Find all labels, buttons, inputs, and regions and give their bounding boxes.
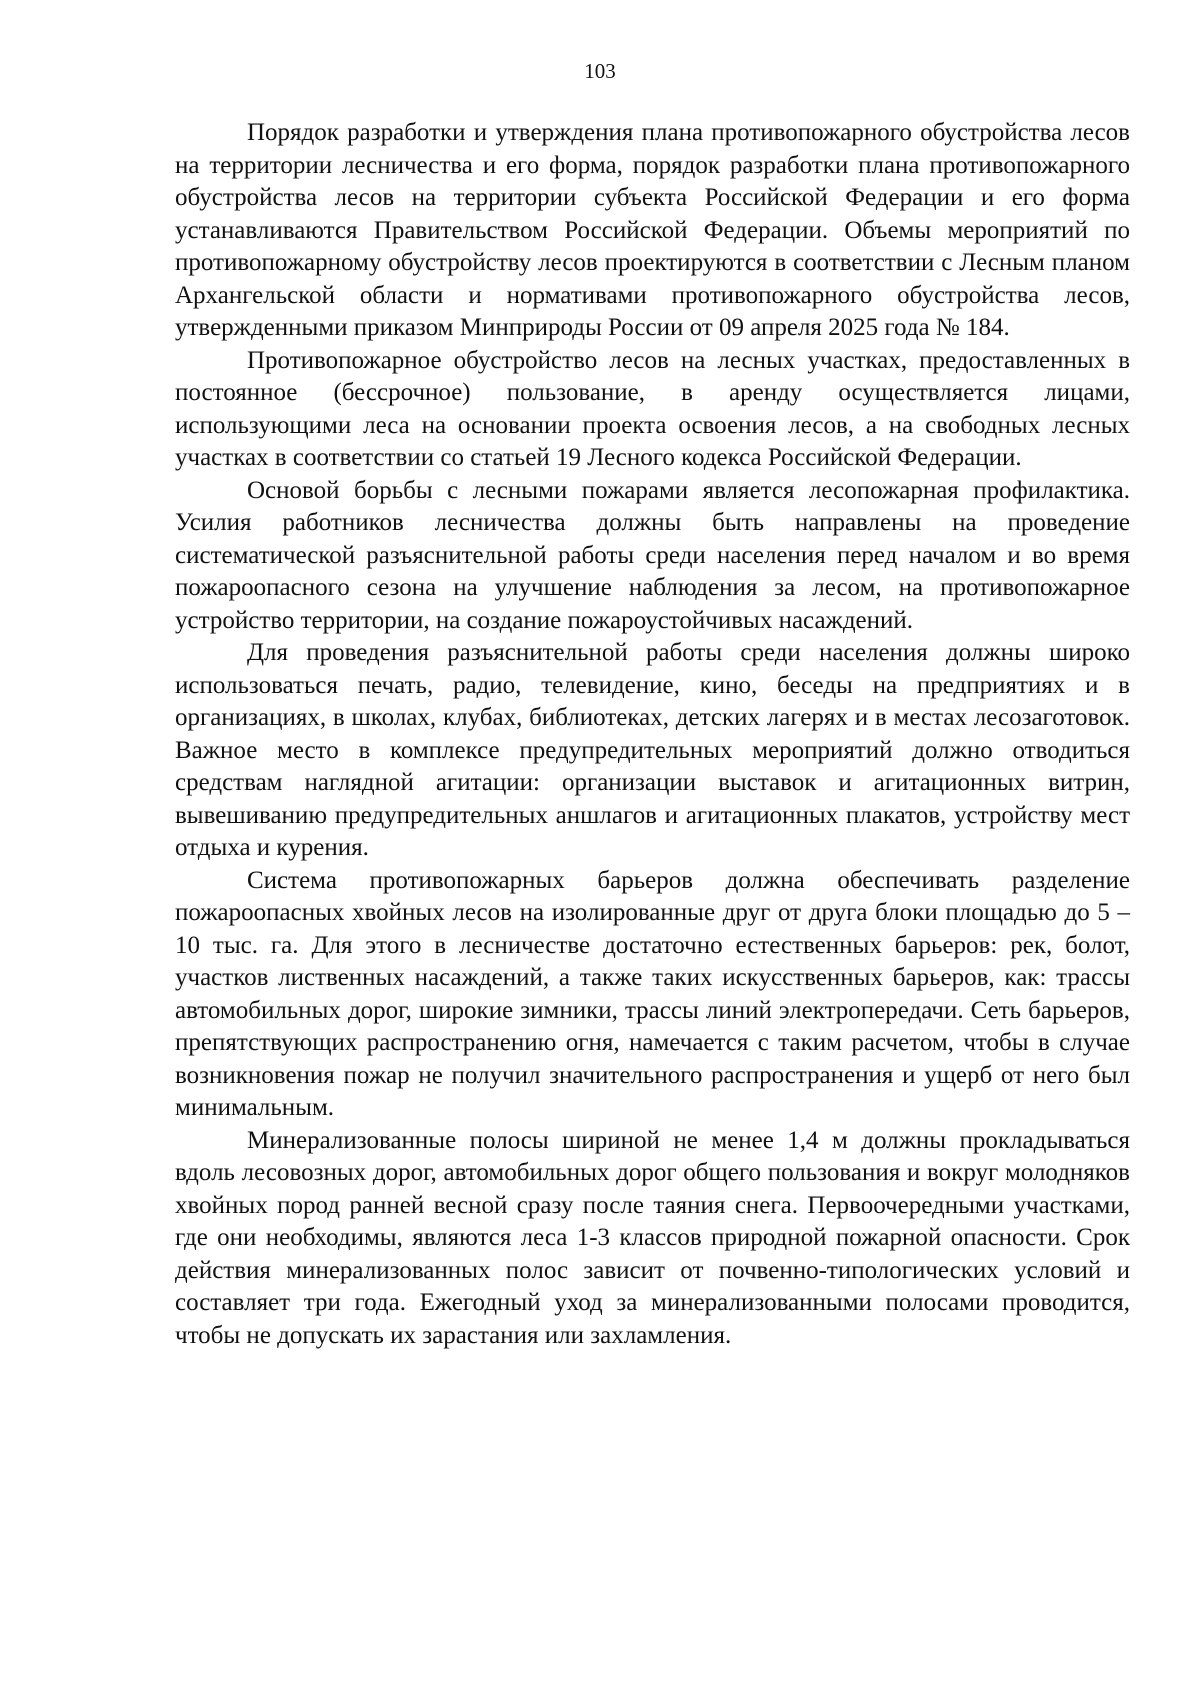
page-number: 103: [584, 59, 616, 83]
document-body: [175, 117, 1130, 1352]
paragraph-fire-prevention: Основой борьбы с лесными пожарами является лесопожарная профилактика. Усилия работников лесничества должны быть направлены на проведение систематической разъяснительной работы среди населения перед началом и во время пожароопасного сезона на улучшение наблюдения за лесом, на противопожарное устройство территории, на создание пожароустойчивых насаждений.: [175, 476, 1130, 634]
paragraph-mineralized-strips: Минерализованные полосы шириной не менее 1,4 м должны прокладываться вдоль лесовозных дорог, автомобильных дорог общего пользования и вокруг молодняков хвойных пород ранней весной сразу после таяния снега. Первоочередными участками, где они необходимы, являются леса 1-3 классов природной пожарной опасности. Срок действия минерализованных полос зависит от почвенно-типологических условий и составляет три года. Ежегодный уход за минерализованными полосами проводится, чтобы не допускать их зарастания или захламления.: [175, 1126, 1130, 1349]
paragraph-fire-barriers: Система противопожарных барьеров должна обеспечивать разделение пожароопасных хвойных лесов на изолированные друг от друга блоки площадью до 5 – 10 тыс. га. Для этого в лесничестве достаточно естественных барьеров: рек, болот, участков лиственных насаждений, а также таких искусственных барьеров, как: трассы автомобильных дорог, широкие зимники, трассы линий электропередачи. Сеть барьеров, препятствующих распространению огня, намечается с таким расчетом, чтобы в случае возникновения пожар не получил значительного распространения и ущерб от него был минимальным.: [175, 866, 1130, 1121]
paragraph-fire-plan-procedure: Порядок разработки и утверждения плана противопожарного обустройства лесов на территории лесничества и его форма, порядок разработки плана противопожарного обустройства лесов на территории субъекта Российской Федерации и его форма устанавливаются Правительством Российской Федерации. Объемы мероприятий по противопожарному обустройству лесов проектируются в соответствии с Лесным планом Архангельской области и нормативами противопожарного обустройства лесов, утвержденными приказом Минприроды России от 09 апреля 2025 года № 184.: [175, 119, 1130, 341]
paragraph-leased-plots: Противопожарное обустройство лесов на лесных участках, предоставленных в постоянное (бессрочное) пользование, в аренду осуществляется лицами, использующими леса на основании проекта освоения лесов, а на свободных лесных участках в соответствии со статьей 19 Лесного кодекса Российской Федерации.: [175, 346, 1130, 471]
paragraph-public-awareness: Для проведения разъяснительной работы среди населения должны широко использоваться печать, радио, телевидение, кино, беседы на предприятиях и в организациях, в школах, клубах, библиотеках, детских лагерях и в местах лесозаготовок. Важное место в комплексе предупредительных мероприятий должно отводиться средствам наглядной агитации: организации выставок и агитационных витрин, вывешиванию предупредительных аншлагов и агитационных плакатов, устройству мест отдыха и курения.: [175, 639, 1130, 861]
